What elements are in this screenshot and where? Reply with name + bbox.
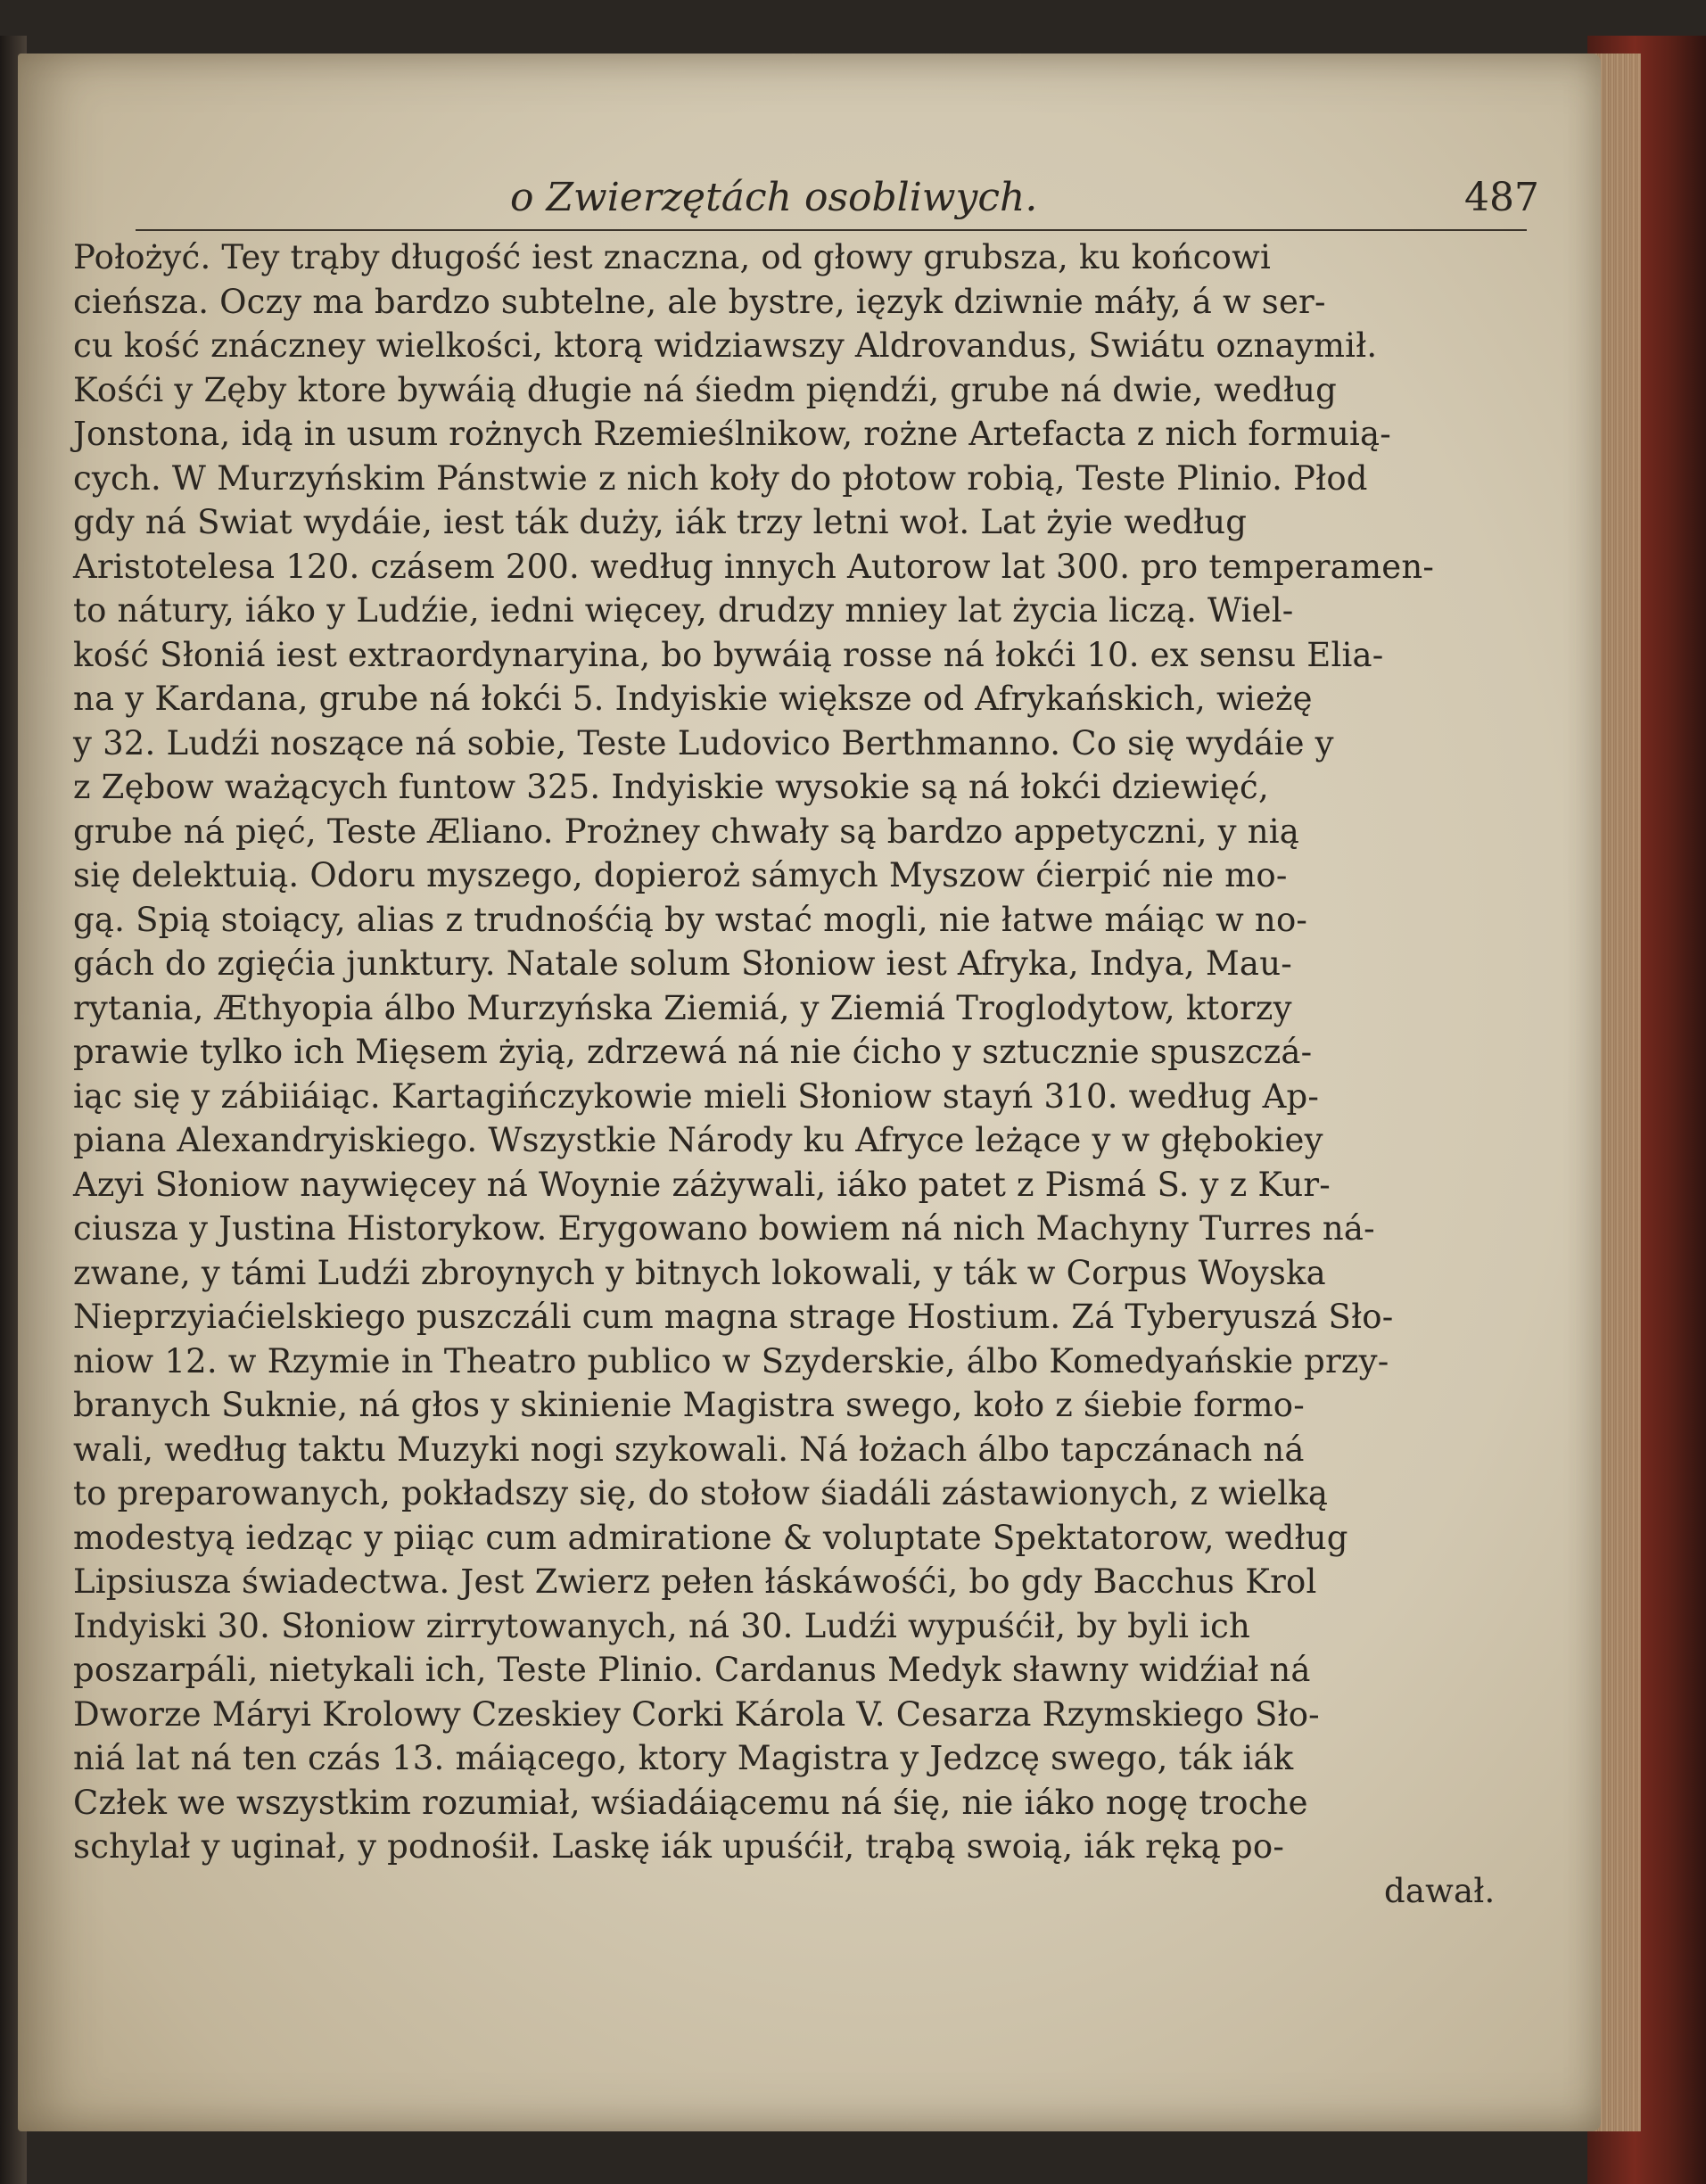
running-head bbox=[73, 171, 1571, 234]
text-line: z Zębow ważących funtow 325. Indyiskie wysokie są ná łokći dziewięć, bbox=[73, 768, 1269, 806]
book-page bbox=[18, 54, 1601, 2131]
text-line: Lipsiusza świadectwa. Jest Zwierz pełen łáskáwośći, bo gdy Bacchus Krol bbox=[73, 1562, 1317, 1601]
text-line: cu kość znáczney wielkości, ktorą widziawszy Aldrovandus, Swiátu oznaymił. bbox=[73, 326, 1378, 365]
text-line: y 32. Ludźi noszące ná sobie, Teste Ludovico Berthmanno. Co się wydáie y bbox=[73, 723, 1334, 762]
text-line: Nieprzyiaćielskiego puszczáli cum magna strage Hostium. Zá Tyberyuszá Sło- bbox=[73, 1298, 1394, 1336]
text-line: się delektuią. Odoru myszego, dopieroż sámych Myszow ćierpić nie mo- bbox=[73, 856, 1288, 894]
text-line: Dworze Máryi Krolowy Czeskiey Corki Károla V. Cesarza Rzymskiego Sło- bbox=[73, 1694, 1320, 1734]
text-line: gą. Spią stoiący, alias z trudnośćią by wstać mogli, nie łatwe máiąc w no- bbox=[73, 900, 1308, 939]
text-line: niow 12. w Rzymie in Theatro publico w Szyderskie, álbo Komedyańskie przy- bbox=[73, 1341, 1389, 1380]
header-rule bbox=[136, 229, 1527, 231]
text-line: niá lat ná ten czás 13. máiącego, ktory Magistra y Jedzcę swego, ták iák bbox=[73, 1739, 1294, 1777]
text-line: gách do zgięćia junktury. Natale solum Słoniow iest Afryka, Indya, Mau- bbox=[73, 944, 1292, 983]
text-line: prawie tylko ich Mięsem żyią, zdrzewá ná nie ćicho y sztucznie spuszczá- bbox=[73, 1033, 1313, 1071]
text-line: na y Kardana, grube ná łokći 5. Indyiskie większe od Afrykańskich, wieżę bbox=[73, 680, 1313, 718]
text-line: gdy ná Swiat wydáie, iest ták duży, iák trzy letni woł. Lat żyie według bbox=[73, 503, 1248, 541]
text-line: modestyą iedząc y piiąc cum admiratione & voluptate Spektatorow, według bbox=[73, 1518, 1348, 1557]
text-line: kość Słoniá iest extraordynaryina, bo bywáią rosse ná łokći 10. ex sensu Elia- bbox=[73, 635, 1384, 674]
text-line: ciusza y Justina Historykow. Erygowano bowiem ná nich Machyny Turres ná- bbox=[73, 1209, 1375, 1248]
text-line: Aristotelesa 120. czásem 200. według innych Autorow lat 300. pro temperamen- bbox=[73, 547, 1435, 586]
text-line: rytania, Æthyopia álbo Murzyńska Ziemiá, y Ziemiá Troglodytow, ktorzy bbox=[73, 988, 1292, 1027]
page-content bbox=[73, 171, 1571, 1913]
text-line: wali, według taktu Muzyki nogi szykowali. Ná łożach álbo tapczánach ná bbox=[73, 1430, 1305, 1469]
text-line: to nátury, iáko y Ludźie, iedni więcey, drudzy mniey lat życia liczą. Wiel- bbox=[73, 591, 1294, 630]
running-title: o Zwierzętách osobliwych. bbox=[510, 175, 1038, 220]
text-line: Człek we wszystkim rozumiał, wśiadáiącemu ná śię, nie iáko nogę troche bbox=[73, 1783, 1308, 1822]
text-line: Jonstona, idą in usum rożnych Rzemieślnikow, rożne Artefacta z nich formuią- bbox=[73, 415, 1391, 453]
text-line: Kośći y Zęby ktore bywáią długie ná śiedm pięndźi, grube ná dwie, według bbox=[73, 370, 1338, 409]
body-text bbox=[73, 235, 1571, 1913]
text-line: Indyiski 30. Słoniow zirrytowanych, ná 30. Ludźi wypuśćił, by byli ich bbox=[73, 1606, 1251, 1645]
text-line: grube ná pięć, Teste Æliano. Prożney chwały są bardzo appetyczni, y nią bbox=[73, 812, 1300, 851]
text-line: to preparowanych, pokładszy się, do stołow śiadáli zástawionych, z wielką bbox=[73, 1474, 1329, 1512]
text-line-final: dawał. bbox=[1384, 1871, 1496, 1910]
page-number: 487 bbox=[1464, 175, 1539, 220]
text-line: cieńsza. Oczy ma bardzo subtelne, ale bystre, ięzyk dziwnie máły, á w ser- bbox=[73, 282, 1326, 321]
text-line: branych Suknie, ná głos y skinienie Magistra swego, koło z śiebie formo- bbox=[73, 1386, 1305, 1424]
text-line: poszarpáli, nietykali ich, Teste Plinio. Cardanus Medyk sławny widźiał ná bbox=[73, 1651, 1311, 1689]
text-line: Położyć. Tey trąby długość iest znaczna, od głowy grubsza, ku końcowi bbox=[73, 238, 1272, 276]
text-line: schylał y uginał, y podnośił. Laskę iák upuśćił, trąbą swoią, iák ręką po- bbox=[73, 1827, 1285, 1866]
text-line: iąc się y zábiiáiąc. Kartagińczykowie mieli Słoniow stayń 310. według Ap- bbox=[73, 1076, 1320, 1116]
text-line: piana Alexandryiskiego. Wszystkie Národy ku Afryce leżące y w głębokiey bbox=[73, 1121, 1323, 1159]
text-line: cych. W Murzyńskim Pánstwie z nich koły do płotow robią, Teste Plinio. Płod bbox=[73, 458, 1368, 498]
text-line: zwane, y támi Ludźi zbroynych y bitnych lokowali, y ták w Corpus Woyska bbox=[73, 1253, 1326, 1292]
text-line: Azyi Słoniow naywięcey ná Woynie záżywali, iáko patet z Pismá S. y z Kur- bbox=[73, 1165, 1331, 1204]
